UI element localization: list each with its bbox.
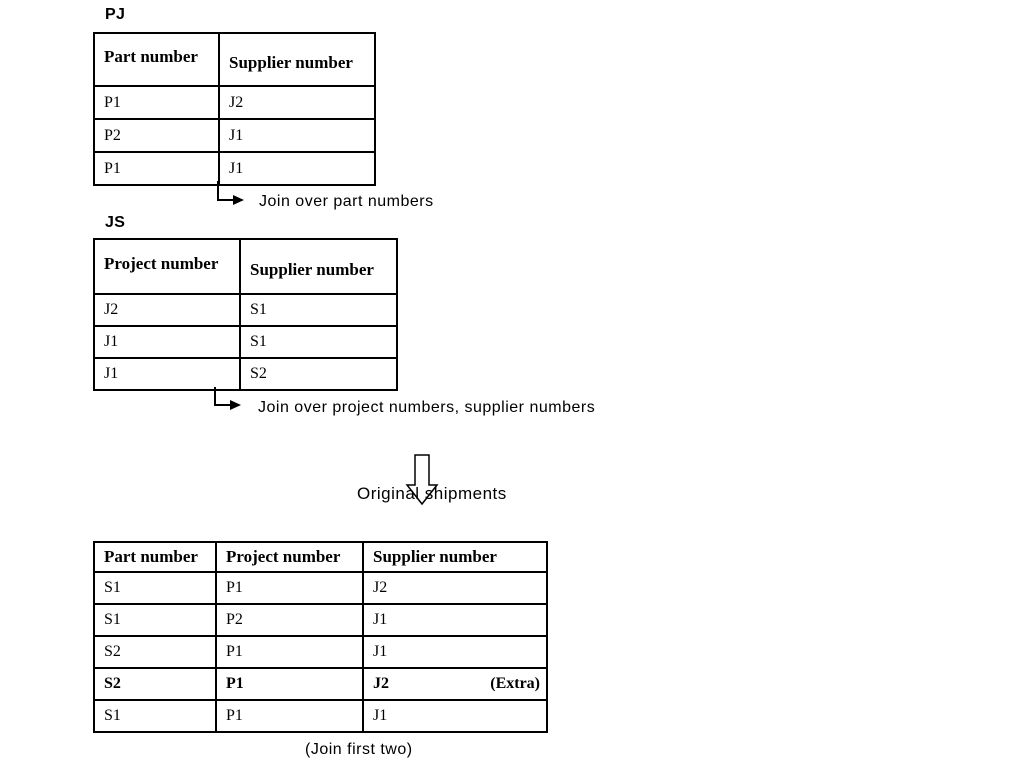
table-row [94, 294, 397, 326]
table-js [93, 238, 398, 391]
table-join-result [93, 541, 548, 733]
cell-value: J2 [373, 675, 389, 692]
table-pj [93, 32, 376, 186]
table-row [94, 604, 547, 636]
table-cell: P1 [94, 152, 219, 185]
table-cell: S1 [240, 294, 397, 326]
table-cell [363, 668, 547, 700]
column-header: Supplier number [363, 542, 547, 572]
table-cell: P1 [216, 572, 363, 604]
table-cell: J1 [363, 700, 547, 732]
table-cell: J2 [94, 294, 240, 326]
column-header: Part number [94, 542, 216, 572]
hollow-down-arrow-icon [400, 452, 444, 508]
table-row [94, 636, 547, 668]
table-cell: J1 [94, 326, 240, 358]
table-cell: J2 [363, 572, 547, 604]
column-header: Supplier number [240, 239, 397, 294]
table-cell: J1 [363, 636, 547, 668]
annotation-original-shipments: Original shipments [357, 484, 507, 503]
table-row [94, 119, 375, 152]
elbow-right-arrow-icon [207, 387, 253, 415]
table-row [94, 668, 547, 700]
extra-note: (Extra) [490, 675, 540, 692]
elbow-right-arrow-icon [210, 181, 256, 209]
table-row [94, 326, 397, 358]
table-row [94, 358, 397, 390]
table-cell: P2 [94, 119, 219, 152]
table-cell: J1 [219, 119, 375, 152]
table-cell: P1 [216, 668, 363, 700]
table-cell: P1 [216, 636, 363, 668]
table-cell: S1 [94, 604, 216, 636]
table-cell: J1 [219, 152, 375, 185]
table-header-row [94, 542, 547, 572]
column-header: Supplier number [219, 33, 375, 86]
table-cell: S2 [240, 358, 397, 390]
table-cell: S2 [94, 668, 216, 700]
table-label-pj: PJ [105, 6, 126, 23]
table-label-js: JS [105, 214, 126, 231]
table-cell: J1 [363, 604, 547, 636]
table-cell: S2 [94, 636, 216, 668]
table-header-row [94, 33, 375, 86]
annotation-join-first-two: (Join first two) [305, 741, 413, 758]
table-cell: S1 [94, 572, 216, 604]
table-cell: P1 [94, 86, 219, 119]
column-header: Part number [94, 33, 219, 86]
table-header-row [94, 239, 397, 294]
annotation-join-project-supplier: Join over project numbers, supplier numbers [258, 399, 596, 416]
table-cell: S1 [240, 326, 397, 358]
annotation-join-part-numbers: Join over part numbers [259, 193, 434, 210]
table-cell: J1 [94, 358, 240, 390]
table-cell: S1 [94, 700, 216, 732]
column-header: Project number [94, 239, 240, 294]
table-row [94, 86, 375, 119]
table-row [94, 700, 547, 732]
table-cell: P1 [216, 700, 363, 732]
table-cell: J2 [219, 86, 375, 119]
table-cell: P2 [216, 604, 363, 636]
table-row [94, 572, 547, 604]
column-header: Project number [216, 542, 363, 572]
